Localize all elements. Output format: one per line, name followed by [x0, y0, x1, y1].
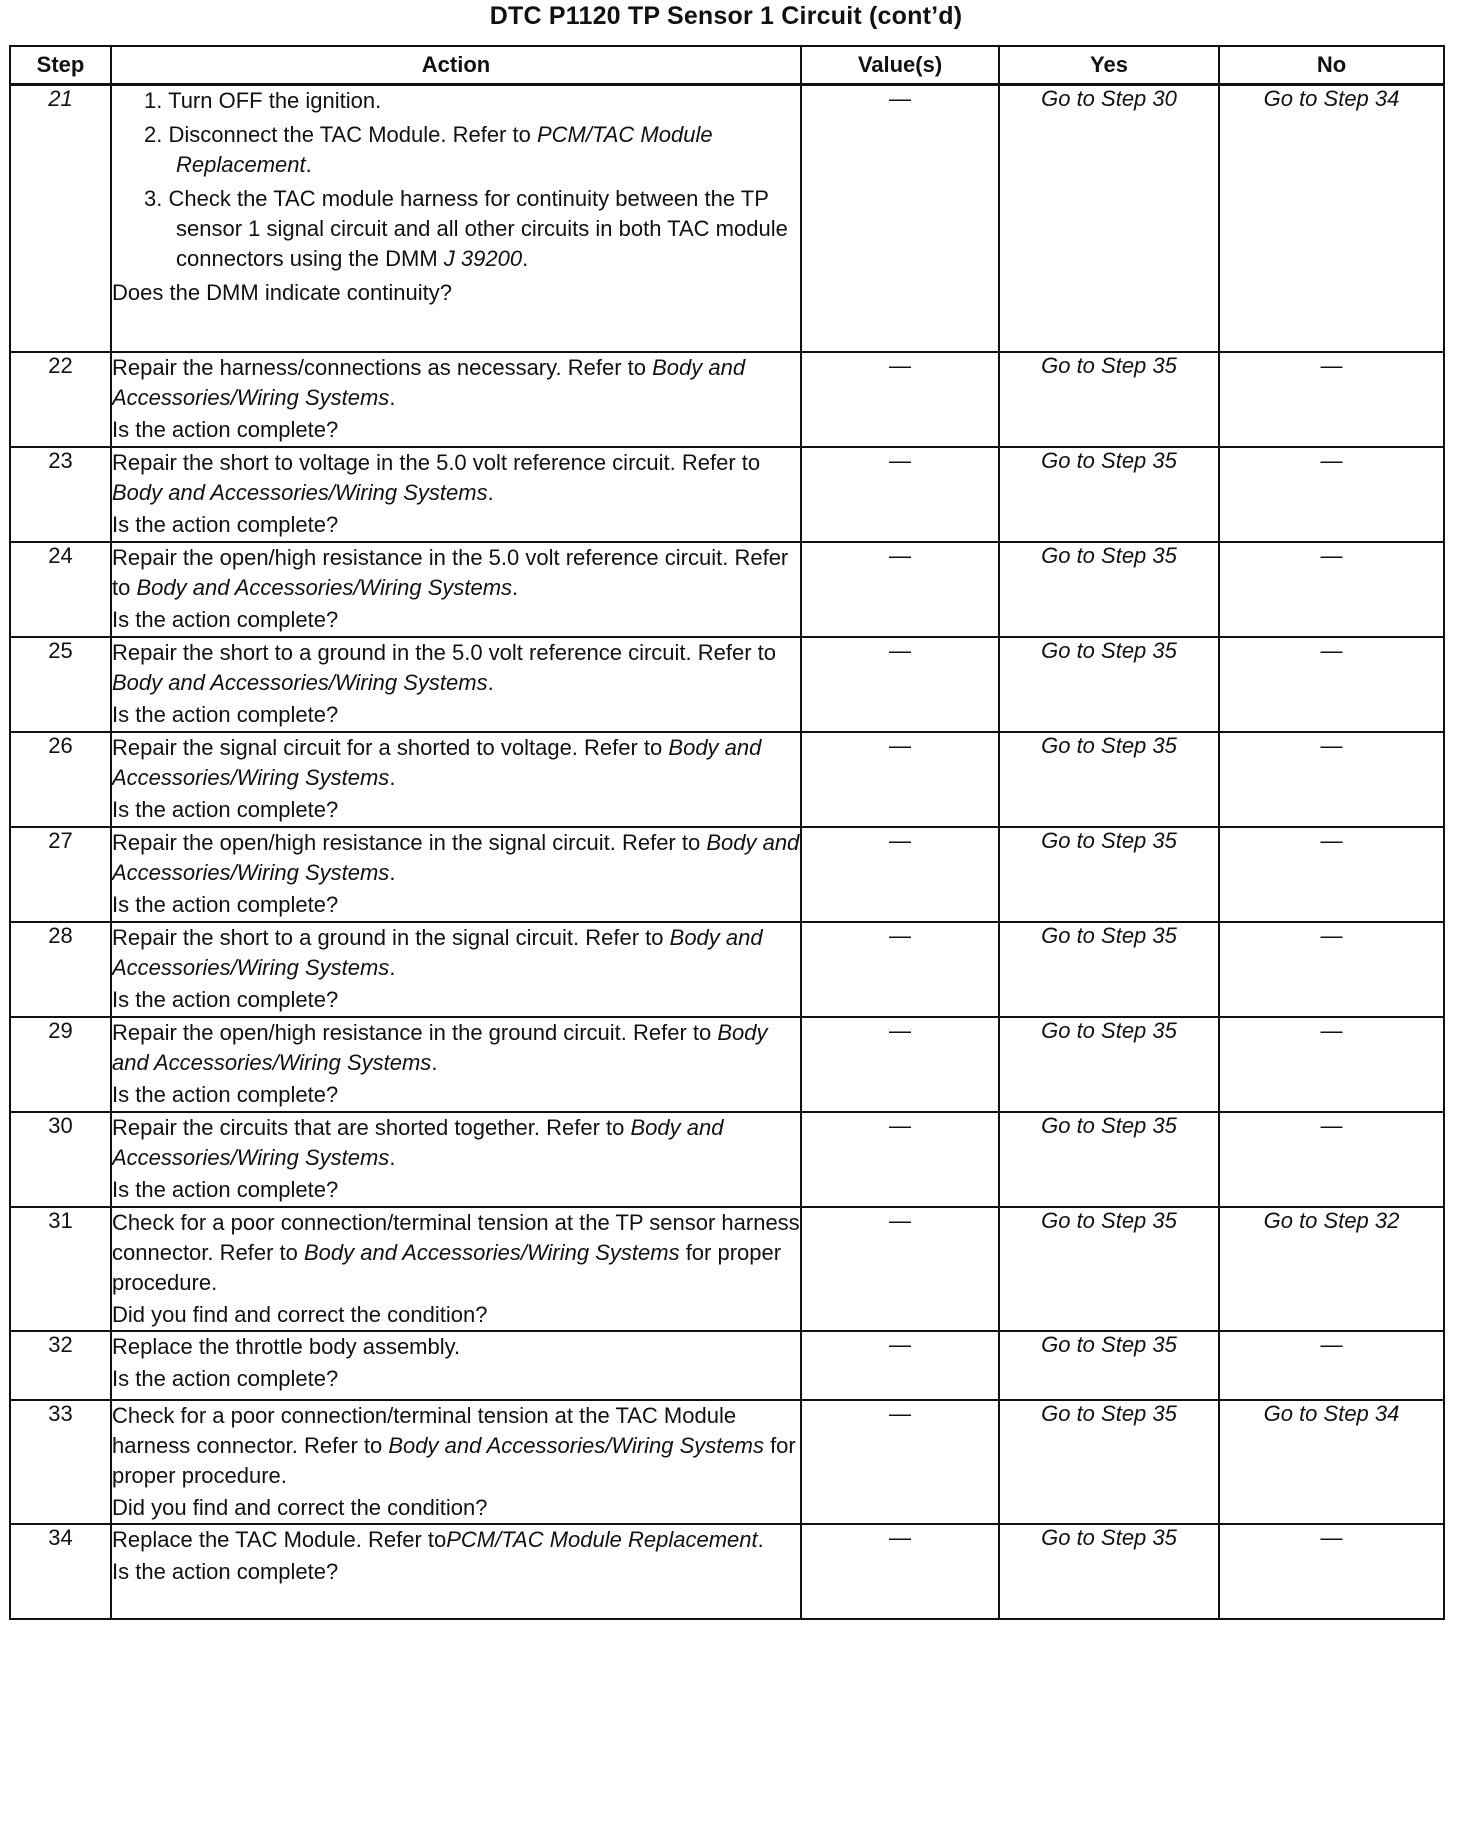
reference-link: Body and Accessories/Wiring Systems: [112, 1019, 768, 1075]
value-cell: [801, 1112, 999, 1207]
action-cell: [111, 732, 801, 827]
action-text: Repair the open/high resistance in the 5.0 volt reference circuit. Refer to Body and Accessories/Wiring Systems.: [112, 544, 789, 600]
action-cell: [111, 637, 801, 732]
action-cell: [111, 85, 801, 352]
action-cell: [111, 1524, 801, 1619]
dash-mark: —: [889, 637, 911, 663]
step-number: 29: [10, 1017, 111, 1112]
no-cell: —: [1219, 542, 1444, 637]
reference-link: Body and Accessories/Wiring Systems: [304, 1239, 680, 1265]
value-cell: [801, 85, 999, 352]
action-cell: [111, 542, 801, 637]
action-cell: [111, 922, 801, 1017]
action-steps-list: [112, 86, 800, 274]
action-cell: [111, 827, 801, 922]
table-row: [10, 542, 1444, 637]
no-cell: —: [1219, 922, 1444, 1017]
yes-cell: Go to Step 35: [999, 732, 1219, 827]
value-cell: [801, 1400, 999, 1524]
no-cell: —: [1219, 1524, 1444, 1619]
action-question: Is the action complete?: [112, 1365, 339, 1391]
no-cell: Go to Step 32: [1219, 1207, 1444, 1331]
header-step: Step: [10, 46, 111, 85]
step-number: 28: [10, 922, 111, 1017]
table-header-row: [10, 46, 1444, 85]
value-cell: [801, 922, 999, 1017]
table-row: [10, 447, 1444, 542]
action-text: Repair the short to a ground in the signal circuit. Refer to Body and Accessories/Wiring Systems.: [112, 924, 763, 980]
dash-mark: —: [889, 86, 911, 111]
yes-cell: Go to Step 35: [999, 827, 1219, 922]
action-cell: [111, 1331, 801, 1400]
table-row: [10, 637, 1444, 732]
action-substep: 1. Turn OFF the ignition.: [144, 88, 382, 113]
value-cell: [801, 1524, 999, 1619]
action-cell: [111, 352, 801, 447]
table-row: [10, 85, 1444, 352]
action-question: Is the action complete?: [112, 796, 339, 822]
action-text: Repair the open/high resistance in the ground circuit. Refer to Body and Accessories/Wiring Systems.: [112, 1019, 768, 1075]
table-row: [10, 827, 1444, 922]
action-text: Repair the harness/connections as necessary. Refer to Body and Accessories/Wiring Systems.: [112, 354, 746, 410]
action-text: Check for a poor connection/terminal tension at the TP sensor harness connector. Refer to Body and Accessories/Wiring Systems for proper procedure.: [112, 1209, 800, 1295]
action-question: Did you find and correct the condition?: [112, 1494, 488, 1520]
action-text: Repair the signal circuit for a shorted to voltage. Refer to Body and Accessories/Wiring Systems.: [112, 734, 762, 790]
step-number: 22: [10, 352, 111, 447]
action-text: Repair the circuits that are shorted together. Refer to Body and Accessories/Wiring Systems.: [112, 1114, 724, 1170]
action-question: Does the DMM indicate continuity?: [112, 280, 452, 305]
reference-link: Body and Accessories/Wiring Systems: [112, 734, 762, 790]
dash-mark: —: [889, 732, 911, 758]
value-cell: [801, 1017, 999, 1112]
no-cell: —: [1219, 732, 1444, 827]
table-row: [10, 1331, 1444, 1400]
step-number: 23: [10, 447, 111, 542]
step-number: 26: [10, 732, 111, 827]
no-cell: —: [1219, 1331, 1444, 1400]
dash-mark: —: [889, 827, 911, 853]
table-row: [10, 1017, 1444, 1112]
action-text: Replace the TAC Module. Refer toPCM/TAC Module Replacement.: [112, 1526, 764, 1552]
no-cell: Go to Step 34: [1219, 85, 1444, 352]
yes-cell: Go to Step 35: [999, 922, 1219, 1017]
action-cell: [111, 1207, 801, 1331]
action-text: Repair the open/high resistance in the signal circuit. Refer to Body and Accessories/Wiring Systems.: [112, 829, 800, 885]
step-number: 31: [10, 1207, 111, 1331]
step-number: 24: [10, 542, 111, 637]
value-cell: [801, 447, 999, 542]
no-cell: —: [1219, 1017, 1444, 1112]
no-cell: —: [1219, 447, 1444, 542]
step-number: 33: [10, 1400, 111, 1524]
reference-link: Body and Accessories/Wiring Systems: [112, 924, 763, 980]
value-cell: [801, 827, 999, 922]
table-row: [10, 352, 1444, 447]
reference-link: PCM/TAC Module Replacement: [446, 1526, 758, 1552]
step-number: 25: [10, 637, 111, 732]
reference-link: Body and Accessories/Wiring Systems: [112, 669, 488, 695]
table-row: [10, 1112, 1444, 1207]
step-number: 32: [10, 1331, 111, 1400]
action-text: Replace the throttle body assembly.: [112, 1333, 461, 1359]
action-question: Is the action complete?: [112, 986, 339, 1012]
reference-link: J 39200: [443, 246, 523, 271]
action-question: Is the action complete?: [112, 891, 339, 917]
action-text: Check for a poor connection/terminal tension at the TAC Module harness connector. Refer to Body and Accessories/Wiring Systems for proper procedure.: [112, 1402, 796, 1488]
action-cell: [111, 1017, 801, 1112]
value-cell: [801, 732, 999, 827]
action-text: Repair the short to a ground in the 5.0 volt reference circuit. Refer to Body and Accessories/Wiring Systems.: [112, 639, 777, 695]
action-question: Is the action complete?: [112, 416, 339, 442]
yes-cell: Go to Step 30: [999, 85, 1219, 352]
action-question: Is the action complete?: [112, 1081, 339, 1107]
no-cell: —: [1219, 637, 1444, 732]
action-cell: [111, 1400, 801, 1524]
reference-link: Body and Accessories/Wiring Systems: [388, 1432, 764, 1458]
diagnostic-table: [9, 45, 1445, 1620]
value-cell: [801, 1207, 999, 1331]
header-no: No: [1219, 46, 1444, 85]
yes-cell: Go to Step 35: [999, 1331, 1219, 1400]
dash-mark: —: [889, 1207, 911, 1233]
table-row: [10, 1207, 1444, 1331]
step-number: 34: [10, 1524, 111, 1619]
table-row: [10, 1524, 1444, 1619]
yes-cell: Go to Step 35: [999, 447, 1219, 542]
reference-link: PCM/TAC Module Replacement: [176, 122, 713, 177]
action-question: Is the action complete?: [112, 1176, 339, 1202]
reference-link: Body and Accessories/Wiring Systems: [112, 479, 488, 505]
action-question: Is the action complete?: [112, 701, 339, 727]
dash-mark: —: [889, 922, 911, 948]
value-cell: [801, 352, 999, 447]
dash-mark: —: [889, 1524, 911, 1550]
yes-cell: Go to Step 35: [999, 1017, 1219, 1112]
header-action: Action: [111, 46, 801, 85]
step-number: 21: [10, 85, 111, 352]
action-question: Did you find and correct the condition?: [112, 1301, 488, 1327]
reference-link: Body and Accessories/Wiring Systems: [136, 574, 513, 600]
dash-mark: —: [889, 542, 911, 568]
yes-cell: Go to Step 35: [999, 542, 1219, 637]
no-cell: Go to Step 34: [1219, 1400, 1444, 1524]
reference-link: Body and Accessories/Wiring Systems: [112, 1114, 724, 1170]
yes-cell: Go to Step 35: [999, 1207, 1219, 1331]
table-row: [10, 732, 1444, 827]
table-row: [10, 922, 1444, 1017]
yes-cell: Go to Step 35: [999, 1400, 1219, 1524]
no-cell: —: [1219, 827, 1444, 922]
step-number: 27: [10, 827, 111, 922]
header-yes: Yes: [999, 46, 1219, 85]
no-cell: —: [1219, 352, 1444, 447]
reference-link: Body and Accessories/Wiring Systems: [112, 829, 800, 885]
yes-cell: Go to Step 35: [999, 1112, 1219, 1207]
value-cell: [801, 1331, 999, 1400]
dash-mark: —: [889, 1017, 911, 1043]
action-cell: [111, 447, 801, 542]
dash-mark: —: [889, 447, 911, 473]
action-question: Is the action complete?: [112, 511, 339, 537]
yes-cell: Go to Step 35: [999, 637, 1219, 732]
table-row: [10, 1400, 1444, 1524]
header-values: Value(s): [801, 46, 999, 85]
value-cell: [801, 542, 999, 637]
dash-mark: —: [889, 1400, 911, 1426]
reference-link: Body and Accessories/Wiring Systems: [112, 354, 746, 410]
value-cell: [801, 637, 999, 732]
step-number: 30: [10, 1112, 111, 1207]
page-title: DTC P1120 TP Sensor 1 Circuit (cont’d): [489, 2, 963, 30]
yes-cell: Go to Step 35: [999, 1524, 1219, 1619]
action-question: Is the action complete?: [112, 606, 339, 632]
yes-cell: Go to Step 35: [999, 352, 1219, 447]
dash-mark: —: [889, 352, 911, 378]
action-substep: 3. Check the TAC module harness for continuity between the TP sensor 1 signal circuit and all other circuits in both TAC module connectors using the DMM J 39200.: [144, 186, 788, 271]
dash-mark: —: [889, 1331, 911, 1357]
action-cell: [111, 1112, 801, 1207]
no-cell: —: [1219, 1112, 1444, 1207]
action-question: Is the action complete?: [112, 1558, 339, 1584]
action-substep: 2. Disconnect the TAC Module. Refer to PCM/TAC Module Replacement.: [144, 122, 713, 177]
dash-mark: —: [889, 1112, 911, 1138]
action-text: Repair the short to voltage in the 5.0 volt reference circuit. Refer to Body and Accessories/Wiring Systems.: [112, 449, 761, 505]
